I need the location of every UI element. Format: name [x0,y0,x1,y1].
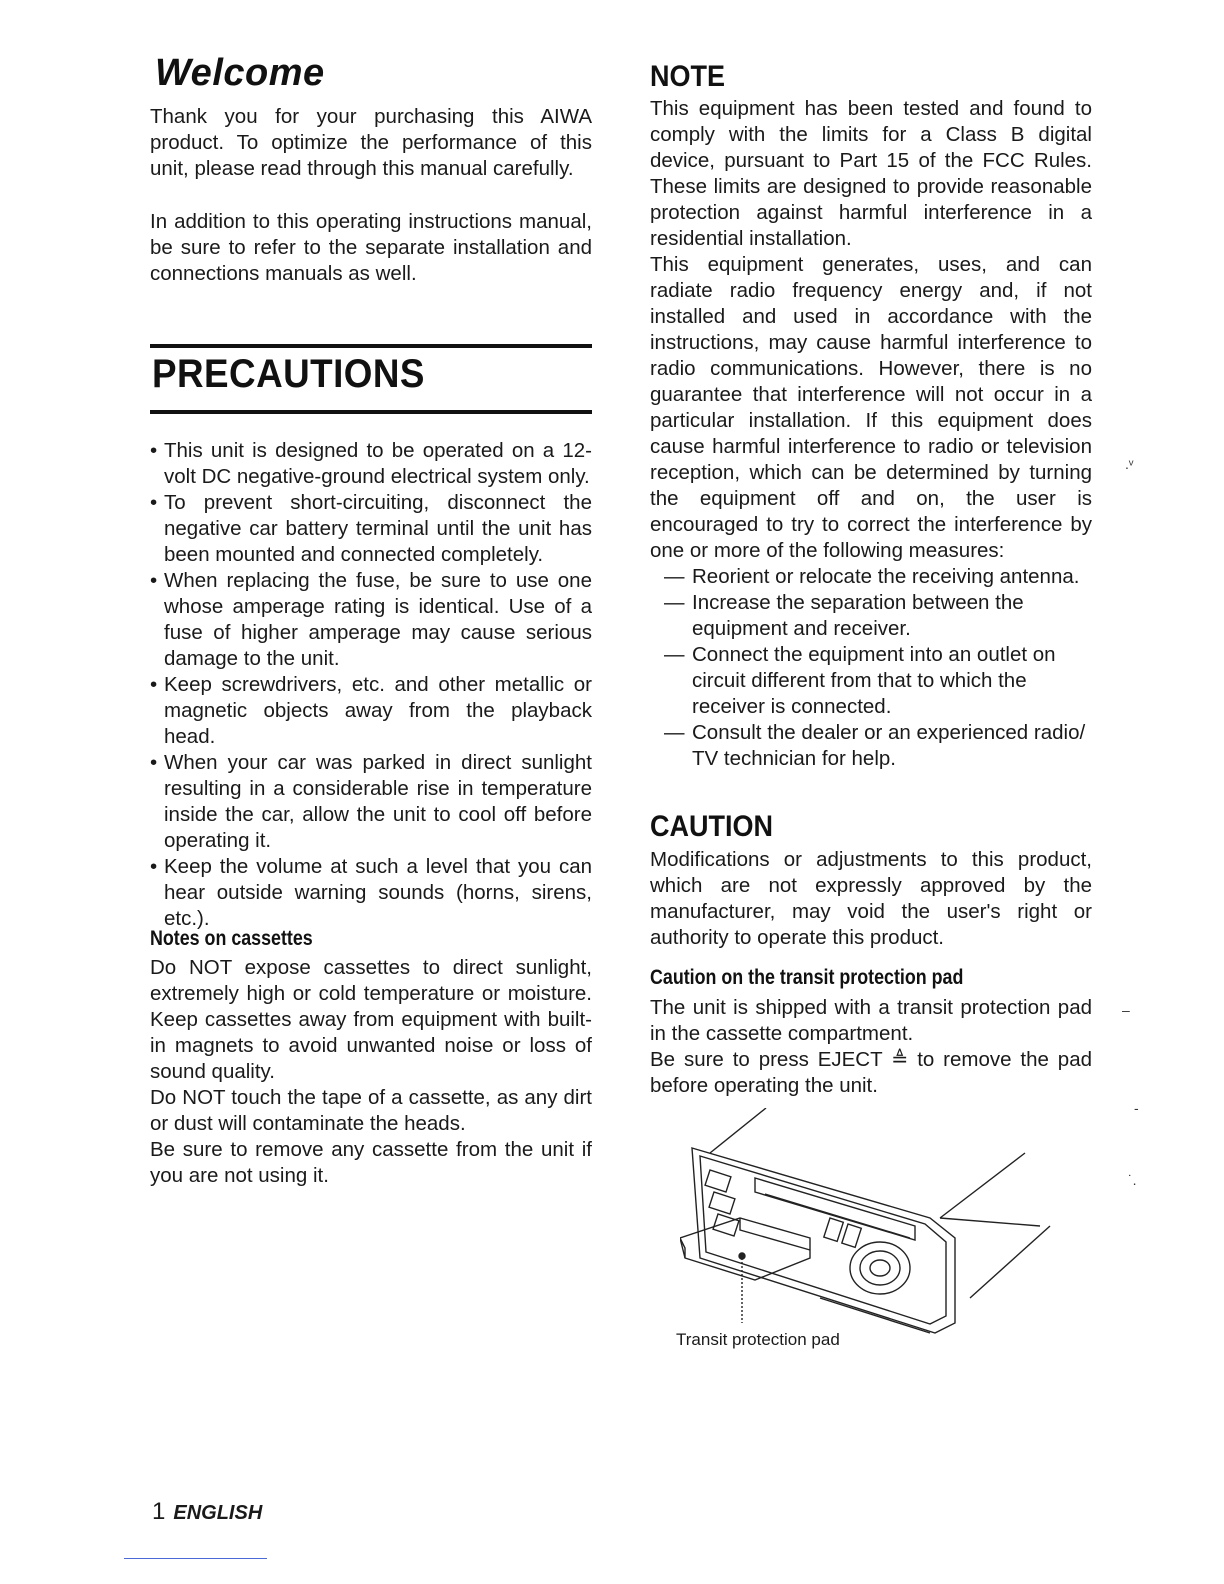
note-body [650,96,1092,772]
transit-pad-title: Caution on the transit protection pad [650,966,964,989]
note-paragraph-2: This equipment generates, uses, and can radiate radio frequency energy and, if not installed and used in accordance with the instructions, may cause harmful interference to radio communications. However, there is no guarantee that interference will not occur in a particular installation. If this equipment does cause harmful interference to radio or television reception, which can be determined by turning the equipment off and on, the user is encouraged to try to correct the interference by one or more of the following measures: [650,253,1092,562]
precaution-item: • This unit is designed to be operated on a 12-volt DC negative-ground electrical system only. [150,438,592,490]
welcome-paragraph-2: In addition to this operating instructions manual, be sure to refer to the separate installation and connections manuals as well. [150,210,592,285]
scan-speck: - [1134,1100,1139,1116]
note-paragraph-1: This equipment has been tested and found to comply with the limits for a Class B digital device, pursuant to Part 15 of the FCC Rules. These limits are designed to provide reasonable protection against harmful interference in a residential installation. [650,97,1092,250]
scan-speck: .ᵛ [1125,456,1134,472]
notes-cassettes-line: Do NOT expose cassettes to direct sunlight, extremely high or cold temperature or moisture. Keep cassettes away from equipment with built-in magnets to avoid unwanted noise or loss of sound quality. [150,956,592,1083]
measure-item: — Increase the separation between the equipment and receiver. [650,590,1092,642]
precaution-item: • Keep screwdrivers, etc. and other metallic or magnetic objects away from the playback head. [150,672,592,750]
precautions-bottom-rule [150,410,592,414]
caution-body: Modifications or adjustments to this product, which are not expressly approved by the manufacturer, may void the user's right or authority to operate this product. [650,848,1092,949]
welcome-title: Welcome [155,52,325,94]
scan-speck: – [1122,1002,1130,1018]
measure-item: — Connect the equipment into an outlet on circuit different from that to which the receiver is connected. [650,642,1092,720]
page-number: 1 [152,1498,166,1525]
illustration-caption: Transit protection pad [676,1330,840,1349]
note-measures-list [650,564,1092,772]
welcome-paragraph-1: Thank you for your purchasing this AIWA product. To optimize the performance of this unit, please read through this manual carefully. [150,105,592,180]
transit-pad-body [650,995,1092,1099]
notes-cassettes-line: Do NOT touch the tape of a cassette, as any dirt or dust will contaminate the heads. [150,1086,592,1135]
precaution-item: • To prevent short-circuiting, disconnect the negative car battery terminal until the unit has been mounted and connected completely. [150,490,592,568]
bottom-scan-line [124,1558,267,1559]
page-footer [152,1498,262,1526]
notes-cassettes-line: Be sure to remove any cassette from the unit if you are not using it. [150,1138,592,1187]
precautions-top-rule [150,344,592,348]
footer-language: ENGLISH [173,1502,263,1524]
precautions-list [150,438,592,932]
car-stereo-illustration [680,1108,1080,1344]
note-title: NOTE [650,60,726,93]
notes-cassettes-body [150,955,592,1189]
measure-item: — Consult the dealer or an experienced radio/ TV technician for help. [650,720,1092,772]
precaution-item: • When your car was parked in direct sunlight resulting in a considerable rise in temperature inside the car, allow the unit to cool off before operating it. [150,750,592,854]
notes-cassettes-title: Notes on cassettes [150,927,313,950]
transit-pad-paragraph-1: The unit is shipped with a transit protection pad in the cassette compartment. [650,996,1092,1045]
caution-title: CAUTION [650,810,773,843]
scan-speck: ˙. [1128,1172,1137,1188]
measure-item: — Reorient or relocate the receiving antenna. [650,564,1092,590]
precaution-item: • Keep the volume at such a level that you can hear outside warning sounds (horns, sirens, etc.). [150,854,592,932]
precaution-item: • When replacing the fuse, be sure to use one whose amperage rating is identical. Use of a fuse of higher amperage may cause serious damage to the unit. [150,568,592,672]
precautions-title: PRECAUTIONS [152,352,425,396]
transit-pad-paragraph-2: Be sure to press EJECT ≜ to remove the pad before operating the unit. [650,1048,1092,1097]
